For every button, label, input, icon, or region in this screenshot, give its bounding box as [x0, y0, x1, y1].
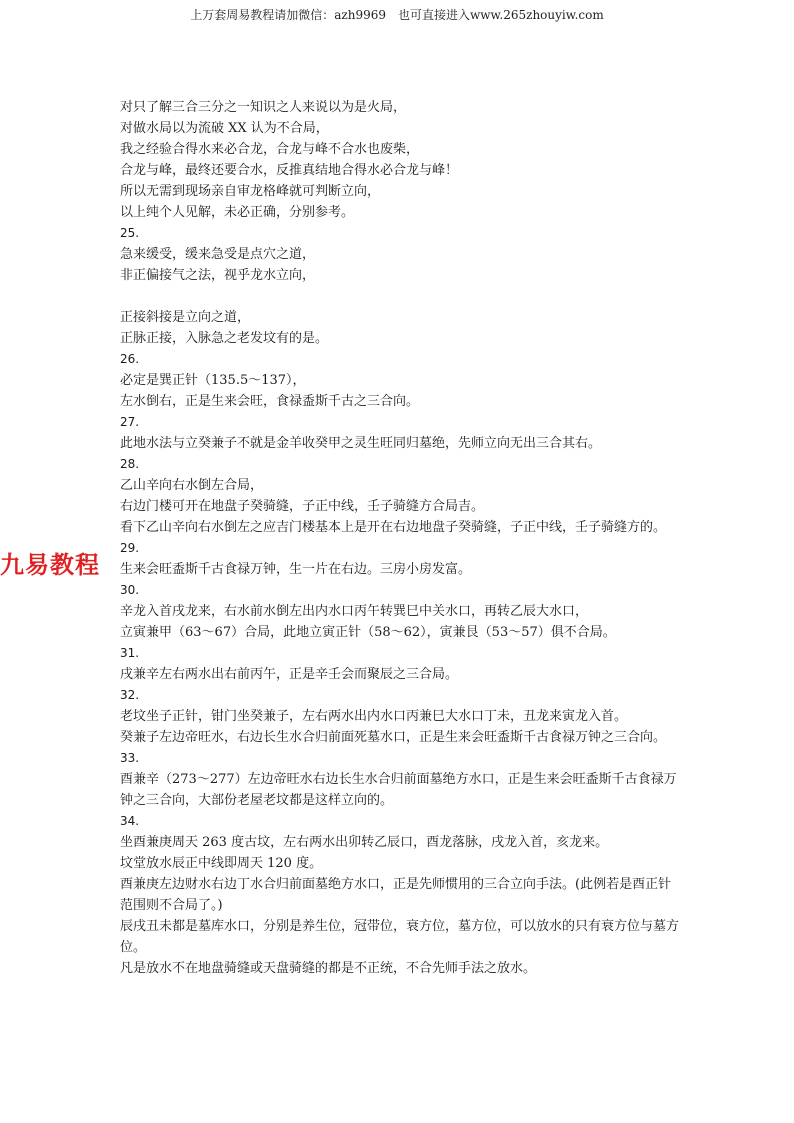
section-number: 31. [120, 646, 140, 660]
text-line: 以上纯个人见解，未必正确，分别参考。 [120, 205, 355, 220]
section-number: 34. [120, 814, 140, 828]
text-line: 非正偏接气之法，视乎龙水立向， [120, 268, 316, 283]
text-line: 急来缓受，缓来急受是点穴之道， [120, 247, 316, 262]
text-line: 坐酉兼庚周天 263 度古坟，左右两水出卯转乙辰口，酉龙落脉，戌龙入首，亥龙来。 [120, 835, 609, 850]
text-line: 看下乙山辛向右水倒左之应吉门楼基本上是开在右边地盘子癸骑缝，子正中线，壬子骑缝方的。 [120, 520, 667, 535]
text-line: 对做水局以为流破 XX 认为不合局， [120, 121, 329, 136]
text-line: 坟堂放水辰正中线即周天 120 度。 [120, 856, 323, 871]
document-body [120, 97, 680, 979]
text-line: 此地水法与立癸兼子不就是金羊收癸甲之灵生旺同归墓绝，先师立向无出三合其右。 [120, 436, 602, 451]
section-number: 26. [120, 352, 140, 366]
text-line: 酉兼庚左边财水右边丁水合归前面墓绝方水口，正是先师惯用的三合立向手法。(此例若是酉正针范围则不合局了。) [120, 877, 672, 913]
text-line: 正脉正接，入脉急之老发坟有的是。 [120, 331, 329, 346]
text-line: 老坟坐子正针，钳门坐癸兼子，左右两水出内水口丙兼巳大水口丁未，丑龙来寅龙入首。 [120, 709, 628, 724]
text-line: 左水倒右，正是生来会旺，食禄盉斯千古之三合向。 [120, 394, 420, 409]
text-line: 辛龙入首戌龙来，右水前水倒左出内水口丙午转巽巳中关水口，再转乙辰大水口， [120, 604, 589, 619]
text-line: 所以无需到现场亲自审龙格峰就可判断立向， [120, 184, 381, 199]
text-line: 必定是巽正针（135.5～137）， [120, 373, 306, 388]
text-line: 酉兼辛（273～277）左边帝旺水右边长生水合归前面墓绝方水口，正是生来会旺盉斯千古食禄万钟之三合向，大部份老屋老坟都是这样立向的。 [120, 772, 677, 808]
section-number: 33. [120, 751, 140, 765]
section-number: 32. [120, 688, 140, 702]
text-line: 凡是放水不在地盘骑缝或天盘骑缝的都是不正统，不合先师手法之放水。 [120, 961, 537, 976]
page-header: 上万套周易教程请加微信：azh9969 也可直接进入www.265zhouyiw.com [190, 8, 604, 22]
text-line: 乙山辛向右水倒左合局， [120, 478, 264, 493]
section-number: 25. [120, 226, 140, 240]
text-line: 生来会旺盉斯千古食禄万钟，生一片在右边。三房小房发富。 [120, 562, 472, 577]
blank-line [120, 286, 680, 307]
watermark-logo: 九易教程 [0, 551, 100, 579]
text-line: 戌兼辛左右两水出右前丙午，正是辛壬会而聚辰之三合局。 [120, 667, 459, 682]
section-number: 28. [120, 457, 140, 471]
text-line: 立寅兼甲（63～67）合局，此地立寅正针（58～62），寅兼艮（53～57）俱不合局。 [120, 625, 616, 640]
section-number: 29. [120, 541, 140, 555]
text-line: 癸兼子左边帝旺水，右边长生水合归前面死墓水口，正是生来会旺盉斯千古食禄万钟之三合向。 [120, 730, 667, 745]
text-line: 右边门楼可开在地盘子癸骑缝，子正中线，壬子骑缝方合局吉。 [120, 499, 485, 514]
text-line: 合龙与峰，最终还要合水，反推真结地合得水必合龙与峰！ [120, 163, 459, 178]
text-line: 辰戌丑未都是墓库水口，分别是养生位，冠带位，衰方位，墓方位，可以放水的只有衰方位与墓方位。 [120, 919, 680, 955]
section-number: 27. [120, 415, 140, 429]
section-number: 30. [120, 583, 140, 597]
text-line: 正接斜接是立向之道， [120, 310, 251, 325]
text-line: 对只了解三合三分之一知识之人来说以为是火局， [120, 100, 407, 115]
text-line: 我之经验合得水来必合龙，合龙与峰不合水也废柴， [120, 142, 420, 157]
